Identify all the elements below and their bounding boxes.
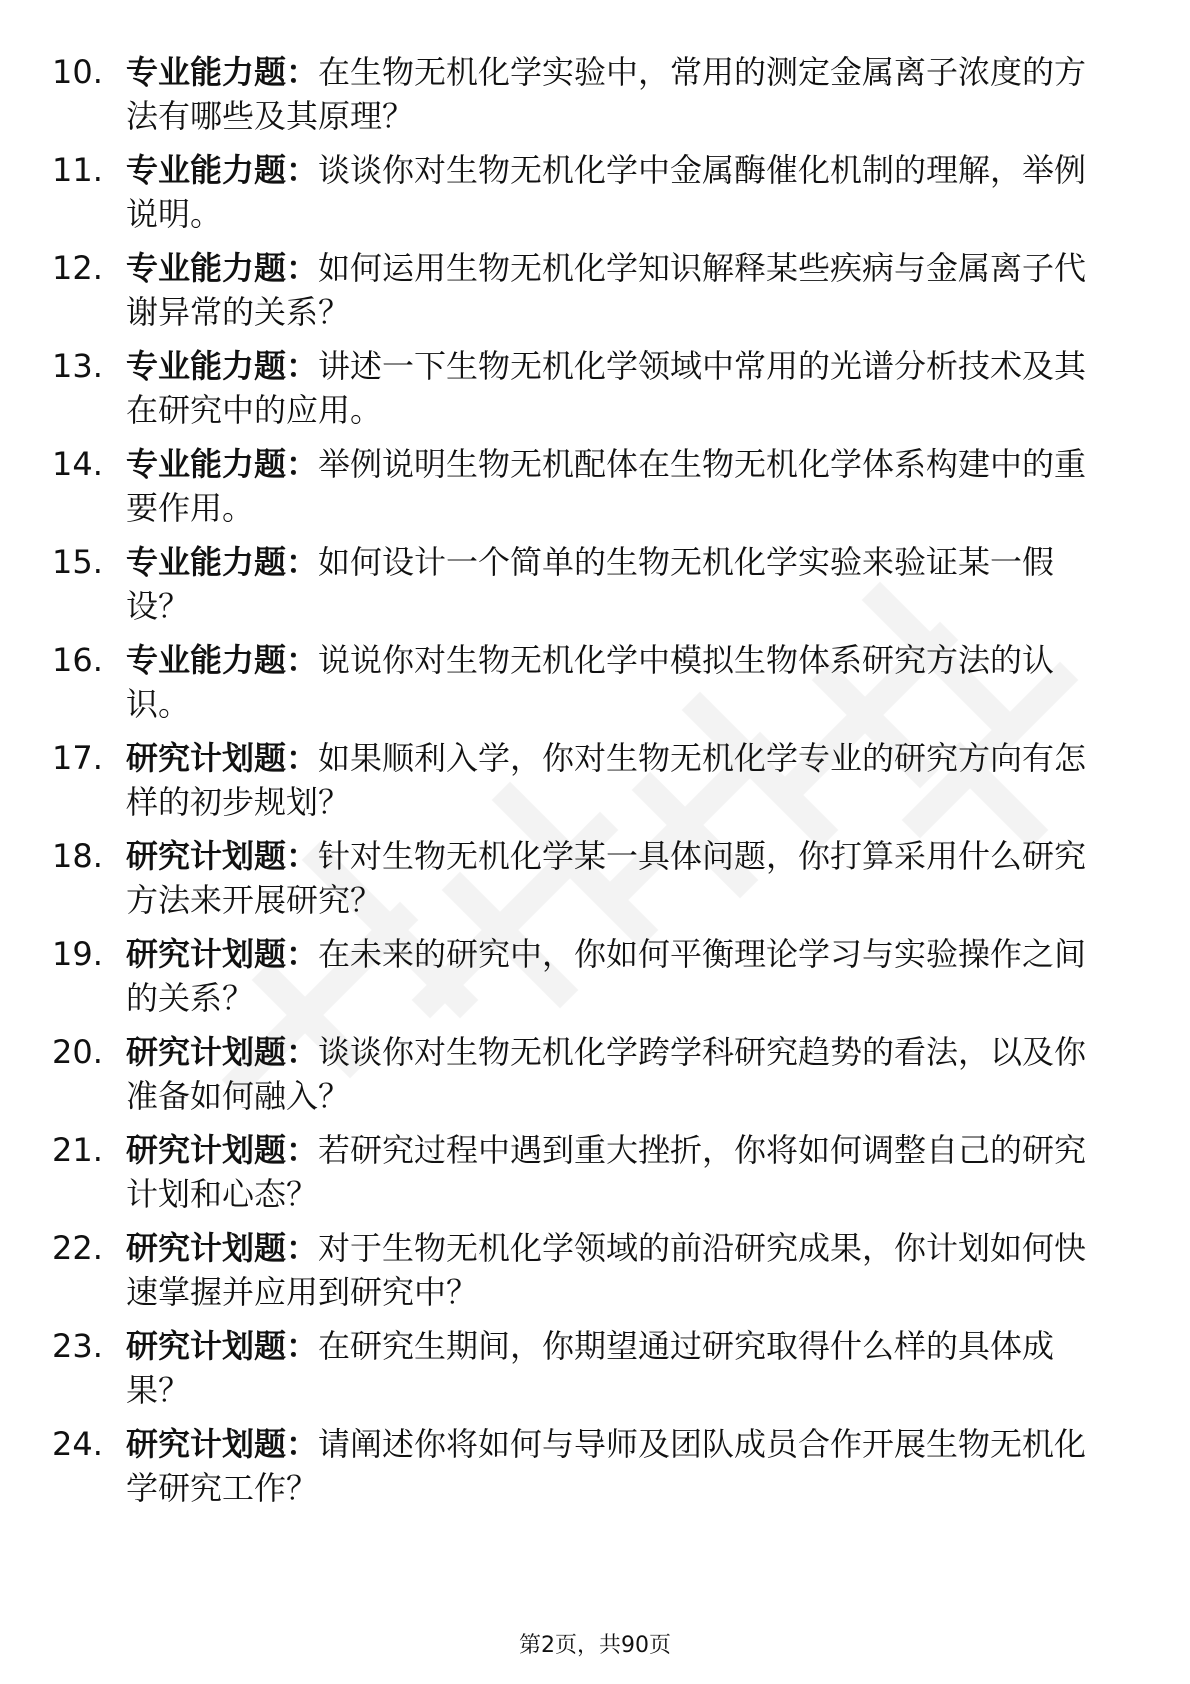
question-item (52, 932, 1112, 1030)
question-item (52, 442, 1112, 540)
question-category: 专业能力题： (126, 249, 319, 287)
question-text: 请阐述你将如何与导师及团队成员合作开展生物无机化学研究工作？ (126, 1425, 1087, 1507)
question-number: 23. (52, 1327, 103, 1365)
question-category: 研究计划题： (126, 1131, 319, 1169)
question-body (126, 834, 1112, 932)
question-number: 24. (52, 1425, 103, 1463)
question-body (126, 1030, 1112, 1128)
question-body (126, 1324, 1112, 1422)
question-number: 20. (52, 1033, 103, 1071)
question-body (126, 442, 1112, 540)
question-text: 在研究生期间，你期望通过研究取得什么样的具体成果？ (126, 1327, 1055, 1409)
question-category: 研究计划题： (126, 935, 319, 973)
question-text: 举例说明生物无机配体在生物无机化学体系构建中的重要作用。 (126, 445, 1087, 527)
question-body (126, 148, 1112, 246)
question-item (52, 50, 1112, 148)
question-number: 12. (52, 249, 103, 287)
question-category: 专业能力题： (126, 347, 319, 385)
question-item (52, 736, 1112, 834)
question-category: 专业能力题： (126, 543, 319, 581)
question-body (126, 540, 1112, 638)
question-number: 22. (52, 1229, 103, 1267)
question-number: 19. (52, 935, 103, 973)
question-category: 研究计划题： (126, 837, 319, 875)
question-number: 17. (52, 739, 103, 777)
question-category: 研究计划题： (126, 1033, 319, 1071)
question-text: 如何运用生物无机化学知识解释某些疾病与金属离子代谢异常的关系？ (126, 249, 1087, 331)
question-number: 16. (52, 641, 103, 679)
question-item (52, 1030, 1112, 1128)
question-item (52, 1128, 1112, 1226)
question-text: 如何设计一个简单的生物无机化学实验来验证某一假设？ (126, 543, 1055, 625)
question-category: 专业能力题： (126, 445, 319, 483)
question-item (52, 1422, 1112, 1520)
question-body (126, 736, 1112, 834)
question-category: 专业能力题： (126, 53, 319, 91)
question-category: 研究计划题： (126, 739, 319, 777)
question-category: 研究计划题： (126, 1425, 319, 1463)
question-text: 对于生物无机化学领域的前沿研究成果，你计划如何快速掌握并应用到研究中？ (126, 1229, 1087, 1311)
question-text: 讲述一下生物无机化学领域中常用的光谱分析技术及其在研究中的应用。 (126, 347, 1087, 429)
question-category: 专业能力题： (126, 641, 319, 679)
question-number: 13. (52, 347, 103, 385)
question-number: 14. (52, 445, 103, 483)
question-item (52, 638, 1112, 736)
question-item (52, 540, 1112, 638)
question-body (126, 638, 1112, 736)
question-category: 专业能力题： (126, 151, 319, 189)
question-body (126, 1226, 1112, 1324)
question-body (126, 246, 1112, 344)
question-body (126, 344, 1112, 442)
question-category: 研究计划题： (126, 1229, 319, 1267)
question-list (52, 50, 1112, 1520)
question-body (126, 50, 1112, 148)
page-number: 第2页，共90页 (519, 1633, 671, 1658)
question-body (126, 1128, 1112, 1226)
question-text: 在生物无机化学实验中，常用的测定金属离子浓度的方法有哪些及其原理？ (126, 53, 1087, 135)
question-number: 15. (52, 543, 103, 581)
question-category: 研究计划题： (126, 1327, 319, 1365)
question-body (126, 1422, 1112, 1520)
question-item (52, 148, 1112, 246)
question-body (126, 932, 1112, 1030)
question-text: 若研究过程中遇到重大挫折，你将如何调整自己的研究计划和心态？ (126, 1131, 1087, 1213)
question-number: 21. (52, 1131, 103, 1169)
question-text: 谈谈你对生物无机化学跨学科研究趋势的看法，以及你准备如何融入？ (126, 1033, 1087, 1115)
question-text: 说说你对生物无机化学中模拟生物体系研究方法的认识。 (126, 641, 1055, 723)
question-number: 18. (52, 837, 103, 875)
question-item (52, 344, 1112, 442)
question-number: 11. (52, 151, 103, 189)
question-number: 10. (52, 53, 103, 91)
question-item (52, 834, 1112, 932)
question-item (52, 1324, 1112, 1422)
question-text: 针对生物无机化学某一具体问题，你打算采用什么研究方法来开展研究？ (126, 837, 1087, 919)
question-item (52, 246, 1112, 344)
question-text: 谈谈你对生物无机化学中金属酶催化机制的理解，举例说明。 (126, 151, 1087, 233)
question-item (52, 1226, 1112, 1324)
question-text: 如果顺利入学，你对生物无机化学专业的研究方向有怎样的初步规划？ (126, 739, 1087, 821)
question-text: 在未来的研究中，你如何平衡理论学习与实验操作之间的关系？ (126, 935, 1087, 1017)
